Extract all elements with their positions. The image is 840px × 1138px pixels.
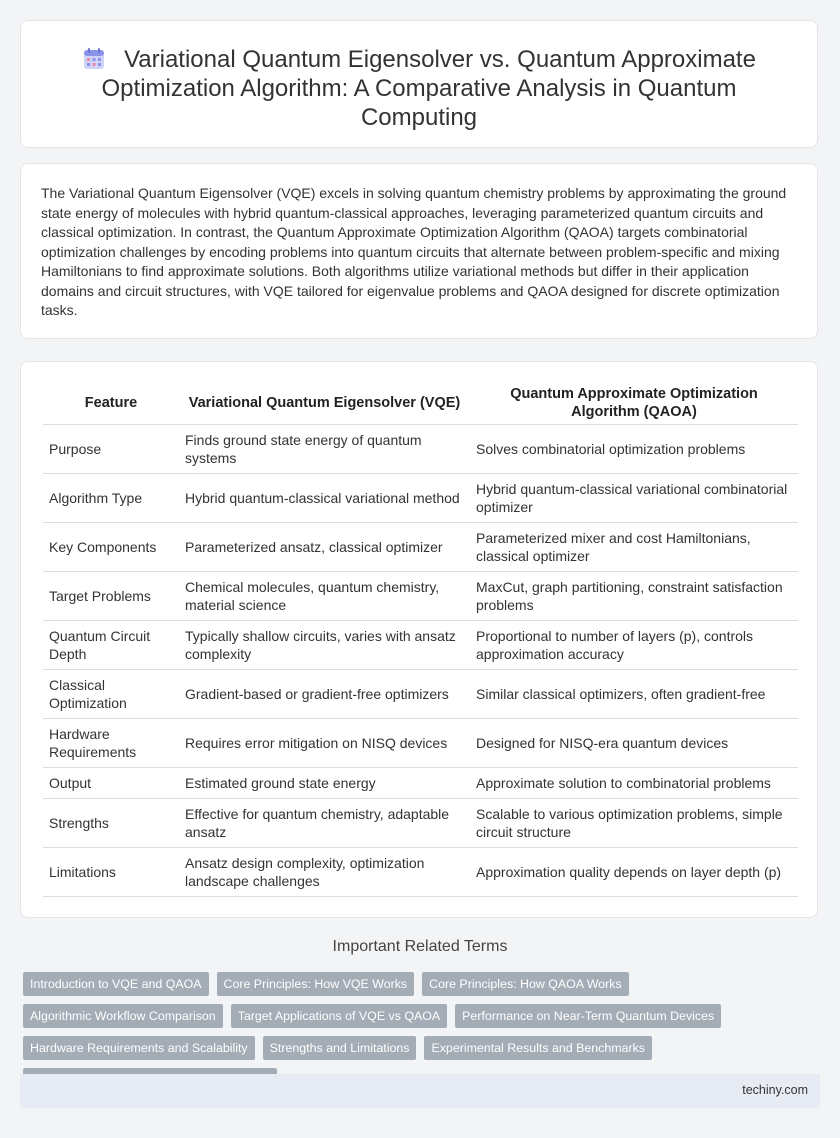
row-vqe: Ansatz design complexity, optimization landscape challenges (179, 848, 470, 897)
page-title: Variational Quantum Eigensolver vs. Quantum Approximate Optimization Algorithm: A Comparative Analysis in Quantum Computing (101, 46, 756, 131)
related-term-tag[interactable]: Core Principles: How QAOA Works (422, 972, 629, 996)
row-feature: Output (43, 768, 179, 799)
row-qaoa: Approximation quality depends on layer depth (p) (470, 848, 798, 897)
comparison-table (43, 382, 798, 897)
row-feature: Key Components (43, 523, 179, 572)
row-vqe: Typically shallow circuits, varies with ansatz complexity (179, 621, 470, 670)
related-term-tag[interactable]: Strengths and Limitations (263, 1036, 417, 1060)
header-vqe: Variational Quantum Eigensolver (VQE) (179, 382, 470, 425)
header-qaoa: Quantum Approximate Optimization Algorithm (QAOA) (470, 382, 798, 425)
related-terms-heading: Important Related Terms (332, 938, 508, 955)
row-qaoa: Proportional to number of layers (p), controls approximation accuracy (470, 621, 798, 670)
row-feature: Algorithm Type (43, 474, 179, 523)
intro-paragraph: The Variational Quantum Eigensolver (VQE) excels in solving quantum chemistry problems by approximating the ground state energy of molecules with hybrid quantum-classical approaches, leveraging parameterized quantum circuits and classical optimization. In contrast, the Quantum Approximate Optimization Algorithm (QAOA) targets combinatorial optimization challenges by encoding problems into quantum circuits that alternate between problem-specific and mixing Hamiltonians to find approximate solutions. Both algorithms utilize variational methods but differ in their application domains and circuit structures, with VQE tailored for eigenvalue problems and QAOA designed for discrete optimization tasks. (41, 185, 787, 318)
table-row (43, 768, 798, 799)
footer (20, 1074, 820, 1108)
row-vqe: Effective for quantum chemistry, adaptable ansatz (179, 799, 470, 848)
row-vqe: Gradient-based or gradient-free optimizers (179, 670, 470, 719)
comparison-table-card (20, 361, 818, 918)
row-feature: Purpose (43, 425, 179, 474)
row-vqe: Finds ground state energy of quantum systems (179, 425, 470, 474)
table-row (43, 670, 798, 719)
related-term-tag[interactable]: Algorithmic Workflow Comparison (23, 1004, 223, 1028)
row-vqe: Chemical molecules, quantum chemistry, material science (179, 572, 470, 621)
row-feature: Strengths (43, 799, 179, 848)
table-row (43, 719, 798, 768)
related-term-tag[interactable]: Target Applications of VQE vs QAOA (231, 1004, 447, 1028)
row-qaoa: Hybrid quantum-classical variational combinatorial optimizer (470, 474, 798, 523)
row-qaoa: Similar classical optimizers, often gradient-free (470, 670, 798, 719)
related-term-tag[interactable]: Performance on Near-Term Quantum Devices (455, 1004, 721, 1028)
intro-card (20, 163, 818, 339)
calendar-grid-icon (82, 47, 106, 71)
related-term-tag[interactable]: Experimental Results and Benchmarks (424, 1036, 652, 1060)
table-row (43, 474, 798, 523)
related-term-tag[interactable]: Core Principles: How VQE Works (217, 972, 415, 996)
table-row (43, 799, 798, 848)
row-vqe: Requires error mitigation on NISQ devices (179, 719, 470, 768)
row-feature: Classical Optimization (43, 670, 179, 719)
header-feature: Feature (43, 382, 179, 425)
row-vqe: Hybrid quantum-classical variational method (179, 474, 470, 523)
table-row (43, 621, 798, 670)
related-term-tag[interactable]: Hardware Requirements and Scalability (23, 1036, 255, 1060)
title-card (20, 20, 818, 148)
table-row (43, 425, 798, 474)
row-qaoa: Scalable to various optimization problems, simple circuit structure (470, 799, 798, 848)
row-feature: Limitations (43, 848, 179, 897)
row-qaoa: Approximate solution to combinatorial problems (470, 768, 798, 799)
row-feature: Quantum Circuit Depth (43, 621, 179, 670)
row-qaoa: Designed for NISQ-era quantum devices (470, 719, 798, 768)
table-row (43, 572, 798, 621)
row-qaoa: Parameterized mixer and cost Hamiltonians, classical optimizer (470, 523, 798, 572)
row-vqe: Estimated ground state energy (179, 768, 470, 799)
table-header-row (43, 382, 798, 425)
related-term-tag[interactable]: Introduction to VQE and QAOA (23, 972, 209, 996)
row-feature: Target Problems (43, 572, 179, 621)
table-row (43, 523, 798, 572)
row-qaoa: MaxCut, graph partitioning, constraint satisfaction problems (470, 572, 798, 621)
row-vqe: Parameterized ansatz, classical optimizer (179, 523, 470, 572)
footer-site-link[interactable]: techiny.com (742, 1083, 808, 1097)
row-qaoa: Solves combinatorial optimization problems (470, 425, 798, 474)
table-row (43, 848, 798, 897)
page-title-block (61, 45, 777, 132)
row-feature: Hardware Requirements (43, 719, 179, 768)
